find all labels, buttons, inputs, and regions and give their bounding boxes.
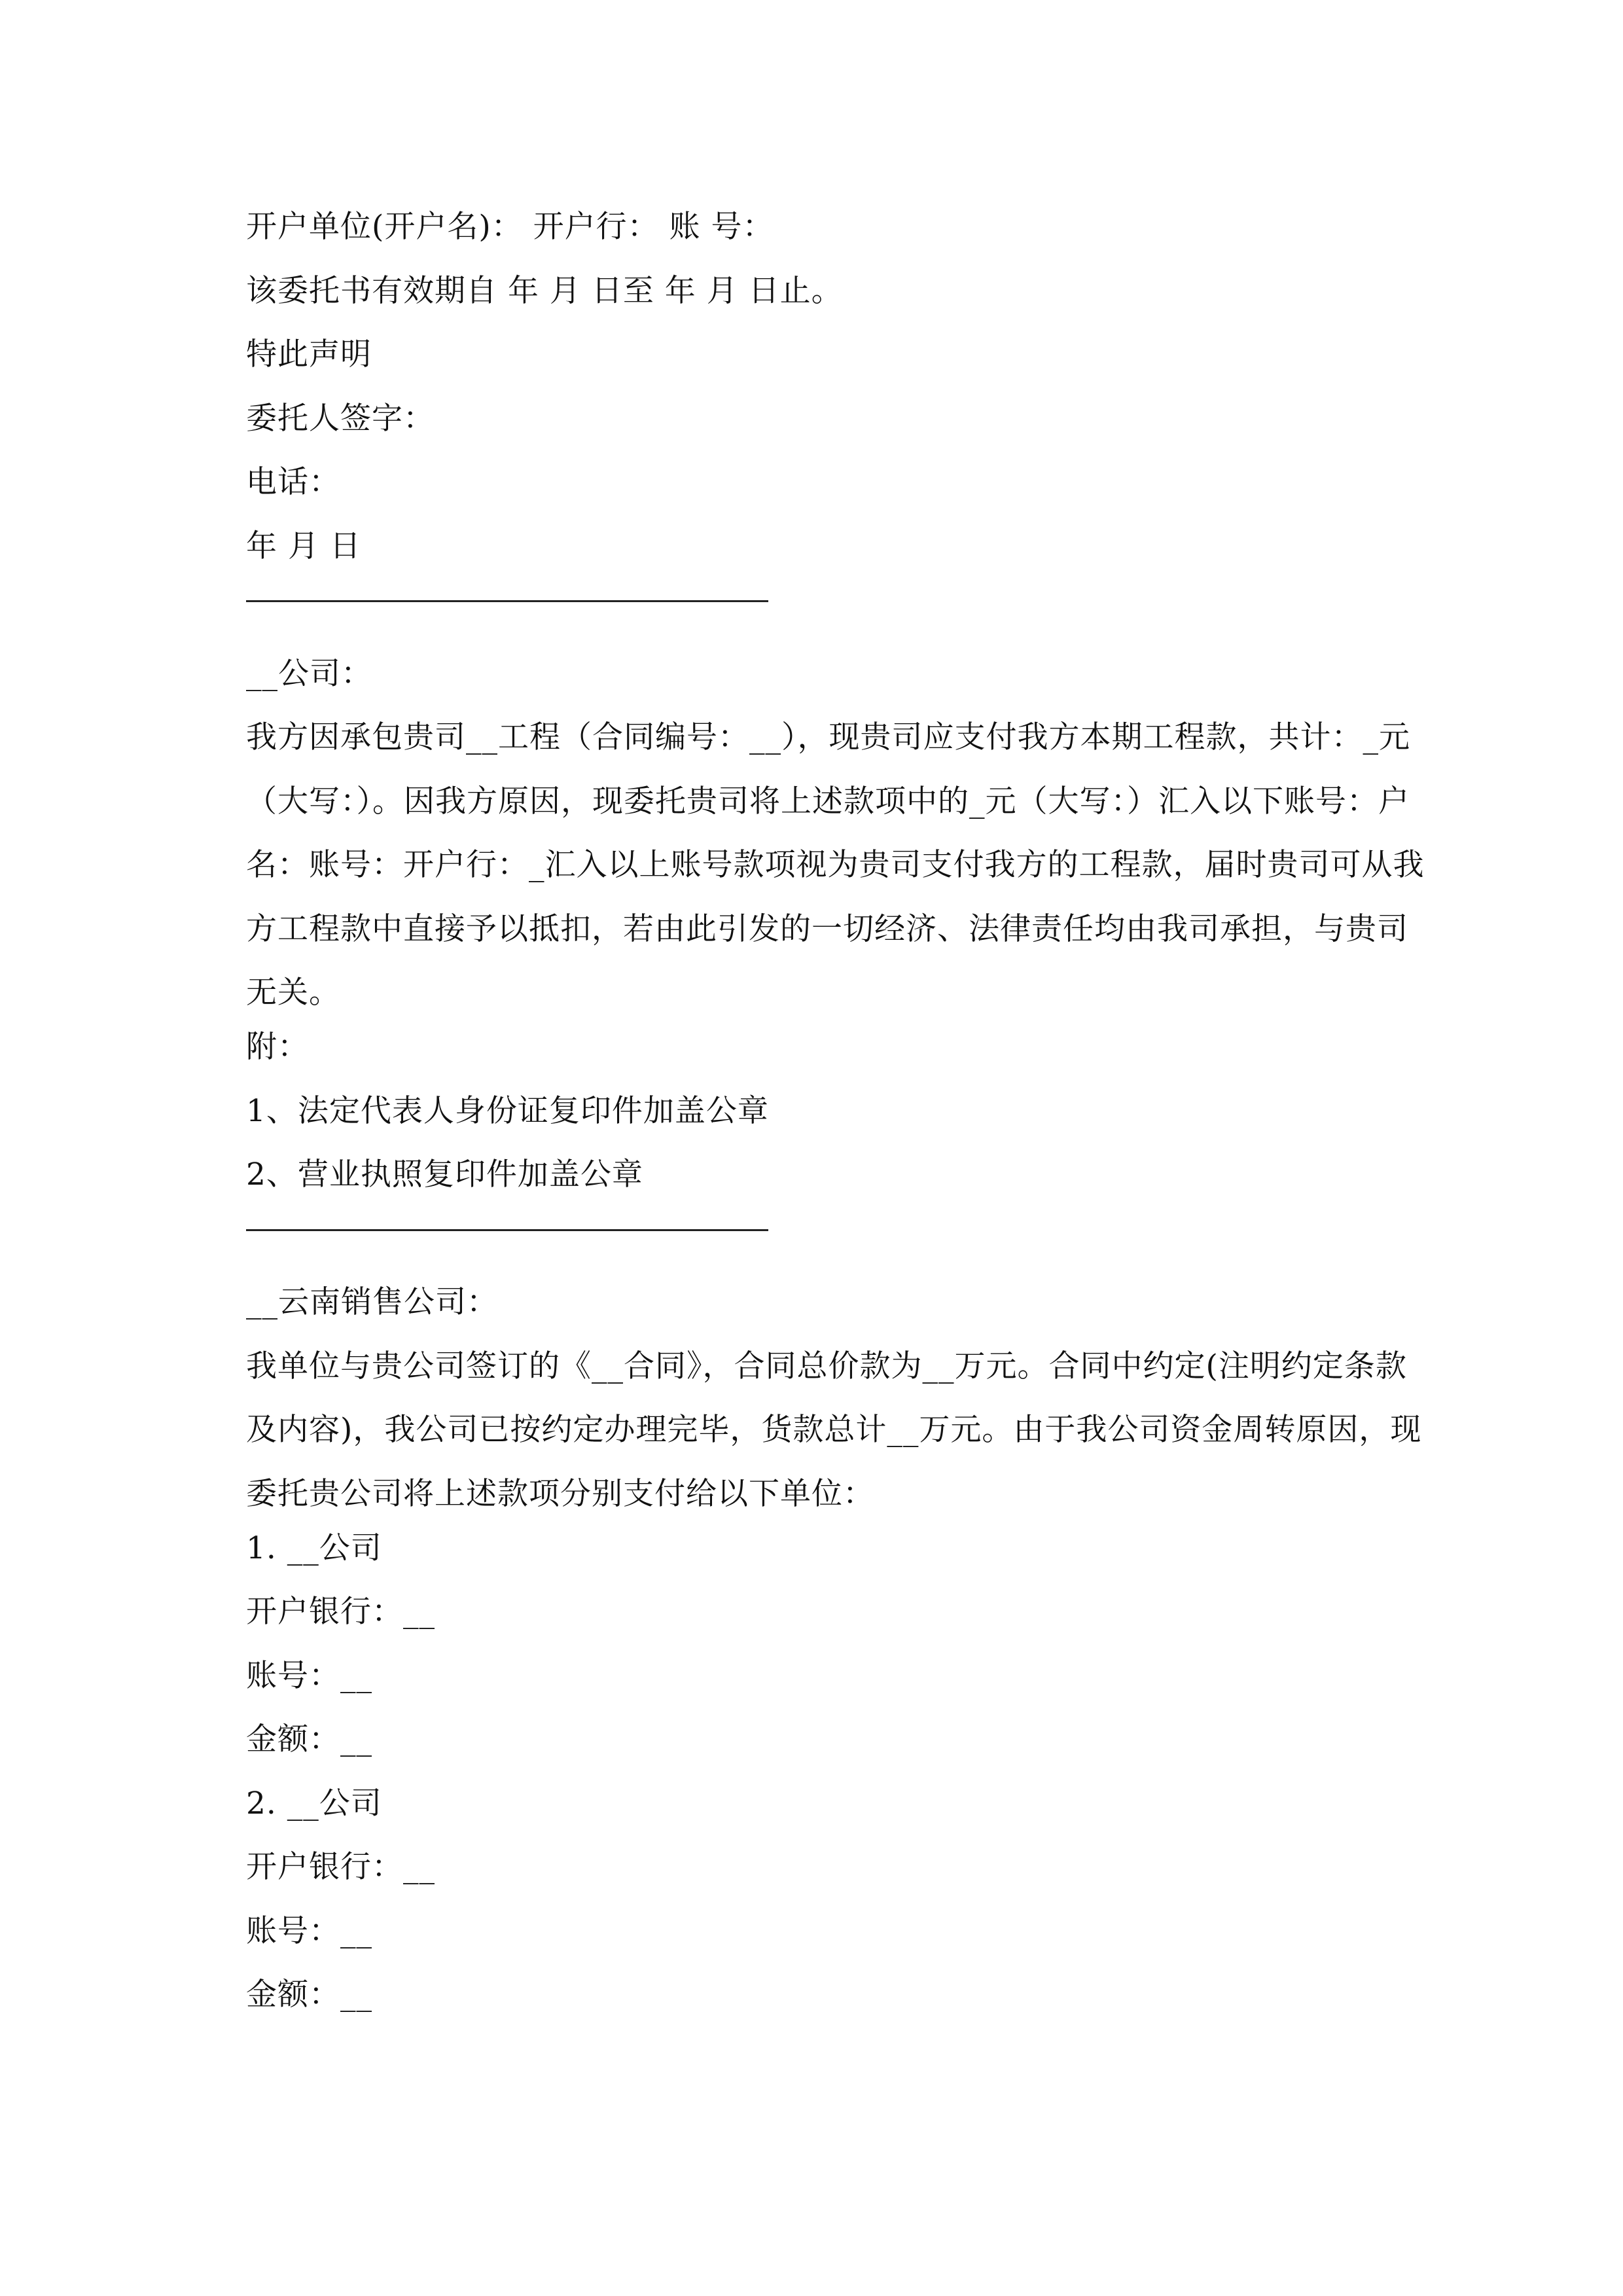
date-line: 年 月 日 [246,528,361,564]
attachment-label: 附： [246,1029,309,1065]
payee-account: 账号：__ [246,1912,372,1949]
payee-account: 账号：__ [246,1657,372,1694]
addressee-line: __云南销售公司： [246,1284,498,1320]
section-divider [246,587,1431,651]
payment-paragraph: 我单位与贵公司签订的《__合同》，合同总价款为__万元。合同中约定(注明约定条款及内容)，我公司已按约定办理完毕，货款总计__万元。由于我公司资金周转原因，现委托贵公司将上述款项分别支付给以下单位： [246,1348,1422,1512]
phone-line: 电话： [246,464,340,500]
section-divider [246,1216,1431,1280]
attachment-item: 1、法定代表人身份证复印件加盖公章 [246,1092,769,1129]
document-body [246,204,1431,2036]
validity-period-line: 该委托书有效期自 年 月 日至 年 月 日止。 [246,272,843,309]
signature-line: 委托人签字： [246,400,435,437]
payee-bank: 开户银行：__ [246,1849,435,1885]
divider-rule [246,600,768,602]
divider-rule [246,1229,768,1231]
attachment-item: 2、营业执照复印件加盖公章 [246,1157,643,1193]
payee-company: 2. __公司 [246,1785,382,1821]
payee-amount: 金额：__ [246,1721,372,1757]
payee-bank: 开户银行：__ [246,1594,435,1630]
entrustment-paragraph: 我方因承包贵司__工程（合同编号：__），现贵司应支付我方本期工程款，共计：_元（大写：）。因我方原因，现委托贵司将上述款项中的_元（大写：）汇入以下账号：户名：账号：开户行：_汇入以上账号款项视为贵司支付我方的工程款，届时贵司可从我方工程款中直接予以抵扣，若由此引发的一切经济、法律责任均由我司承担，与贵司无关。 [246,719,1425,1011]
payee-amount: 金额：__ [246,1977,372,2013]
declaration-line: 特此声明 [246,336,372,372]
account-info-line: 开户单位(开户名)： 开户行： 账 号： [246,209,774,245]
payee-company: 1. __公司 [246,1530,382,1566]
addressee-line: __公司： [246,655,372,692]
